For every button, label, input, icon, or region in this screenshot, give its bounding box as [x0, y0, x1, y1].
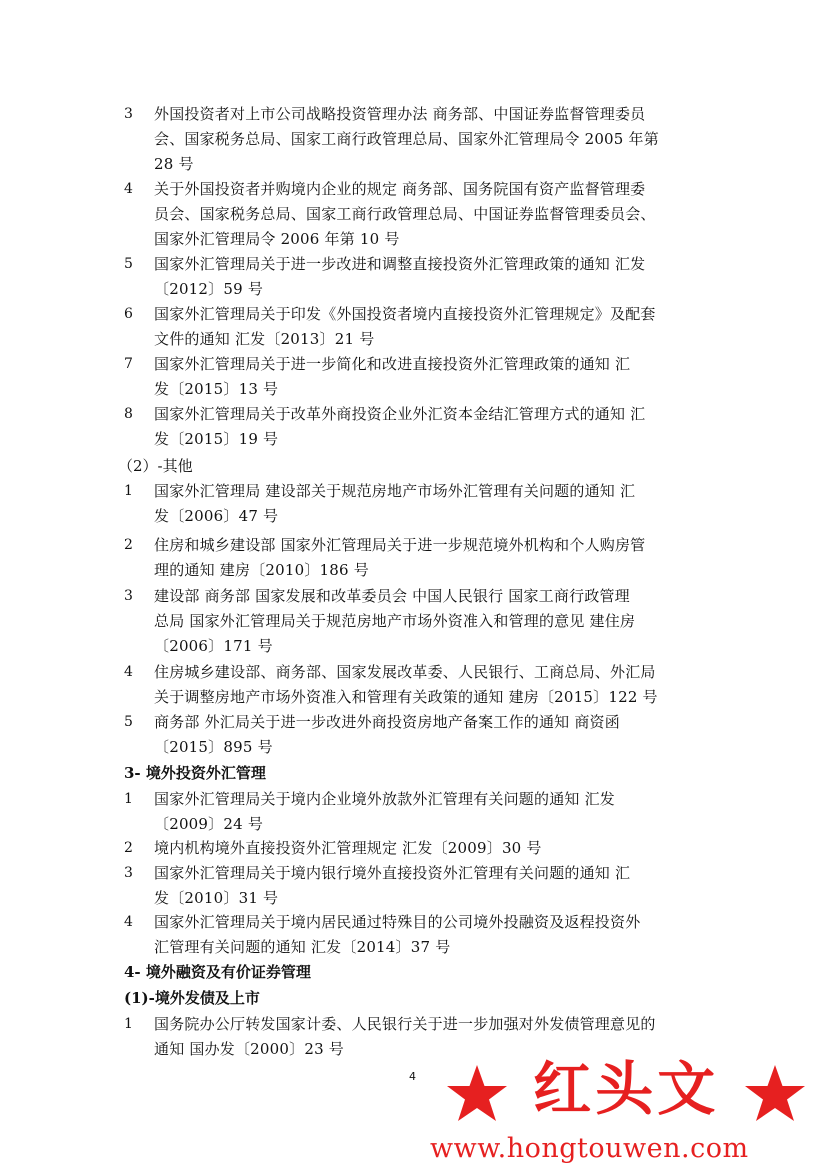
item-number: 3 — [124, 106, 133, 122]
star-icon — [445, 1063, 509, 1125]
item-text: 商务部 外汇局关于进一步改进外商投资房地产备案工作的通知 商资函 — [154, 713, 620, 731]
item-text: 国家外汇管理局关于进一步简化和改进直接投资外汇管理政策的通知 汇 — [154, 355, 631, 373]
item-text: 通知 国办发〔2000〕23 号 — [154, 1040, 344, 1058]
item-text: 国家外汇管理局令 2006 年第 10 号 — [154, 230, 400, 248]
item-number: 4 — [124, 914, 133, 930]
item-number: 7 — [124, 356, 133, 372]
item-text: 国务院办公厅转发国家计委、人民银行关于进一步加强对外发债管理意见的 — [154, 1015, 656, 1033]
item-text: 28 号 — [154, 155, 194, 173]
item-text: 国家外汇管理局关于进一步改进和调整直接投资外汇管理政策的通知 汇发 — [154, 255, 646, 273]
item-text: 员会、国家税务总局、国家工商行政管理总局、中国证券监督管理委员会、 — [154, 205, 656, 223]
item-number: 1 — [124, 791, 133, 807]
item-text: 境内机构境外直接投资外汇管理规定 汇发〔2009〕30 号 — [154, 839, 542, 857]
item-text: 文件的通知 汇发〔2013〕21 号 — [154, 330, 375, 348]
item-text: 〔2006〕171 号 — [154, 637, 273, 655]
item-number: 2 — [124, 840, 133, 856]
item-text: 国家外汇管理局关于改革外商投资企业外汇资本金结汇管理方式的通知 汇 — [154, 405, 646, 423]
item-text: 住房和城乡建设部 国家外汇管理局关于进一步规范境外机构和个人购房管 — [154, 536, 646, 554]
item-number: 4 — [124, 664, 133, 680]
item-text: 发〔2010〕31 号 — [154, 889, 279, 907]
item-text: 〔2012〕59 号 — [154, 280, 264, 298]
watermark-title — [445, 1054, 807, 1125]
item-number: 1 — [124, 1016, 133, 1032]
item-text: 国家外汇管理局关于境内企业境外放款外汇管理有关问题的通知 汇发 — [154, 790, 615, 808]
watermark-text: 红头文 — [533, 1055, 720, 1123]
star-icon — [743, 1063, 807, 1125]
item-text: 〔2015〕895 号 — [154, 738, 273, 756]
item-text: 国家外汇管理局关于印发《外国投资者境内直接投资外汇管理规定》及配套 — [154, 305, 656, 323]
watermark — [0, 1046, 827, 1170]
watermark-url: www.hongtouwen.com — [430, 1133, 749, 1164]
item-text: 〔2009〕24 号 — [154, 815, 264, 833]
item-text: 理的通知 建房〔2010〕186 号 — [154, 561, 369, 579]
item-text: 关于外国投资者并购境内企业的规定 商务部、国务院国有资产监督管理委 — [154, 180, 646, 198]
item-number: 5 — [124, 256, 133, 272]
item-number: 1 — [124, 483, 133, 499]
item-number: 4 — [124, 181, 133, 197]
item-number: 6 — [124, 306, 133, 322]
section-heading-3: 3- 境外投资外汇管理 — [124, 764, 266, 782]
item-text: 发〔2006〕47 号 — [154, 507, 279, 525]
item-number: 3 — [124, 865, 133, 881]
item-text: 建设部 商务部 国家发展和改革委员会 中国人民银行 国家工商行政管理 — [154, 587, 630, 605]
item-text: 发〔2015〕19 号 — [154, 430, 279, 448]
item-number: 5 — [124, 714, 133, 730]
section-heading-4: 4- 境外融资及有价证券管理 — [124, 963, 311, 981]
item-text: 国家外汇管理局关于境内银行境外直接投资外汇管理有关问题的通知 汇 — [154, 864, 631, 882]
item-text: 总局 国家外汇管理局关于规范房地产市场外资准入和管理的意见 建住房 — [154, 612, 636, 630]
item-text: 会、国家税务总局、国家工商行政管理总局、国家外汇管理局令 2005 年第 — [154, 130, 659, 148]
section-heading-4-1: (1)-境外发债及上市 — [124, 989, 260, 1007]
item-text: 外国投资者对上市公司战略投资管理办法 商务部、中国证券监督管理委员 — [154, 105, 646, 123]
item-text: 住房城乡建设部、商务部、国家发展改革委、人民银行、工商总局、外汇局 — [154, 663, 656, 681]
page-number: 4 — [409, 1070, 416, 1083]
item-number: 3 — [124, 588, 133, 604]
item-text: 国家外汇管理局 建设部关于规范房地产市场外汇管理有关问题的通知 汇 — [154, 482, 636, 500]
section-heading-other: （2）-其他 — [118, 457, 193, 475]
item-text: 发〔2015〕13 号 — [154, 380, 279, 398]
item-number: 2 — [124, 537, 133, 553]
item-text: 国家外汇管理局关于境内居民通过特殊目的公司境外投融资及返程投资外 — [154, 913, 641, 931]
item-text: 汇管理有关问题的通知 汇发〔2014〕37 号 — [154, 938, 451, 956]
item-text: 关于调整房地产市场外资准入和管理有关政策的通知 建房〔2015〕122 号 — [154, 688, 658, 706]
item-number: 8 — [124, 406, 133, 422]
